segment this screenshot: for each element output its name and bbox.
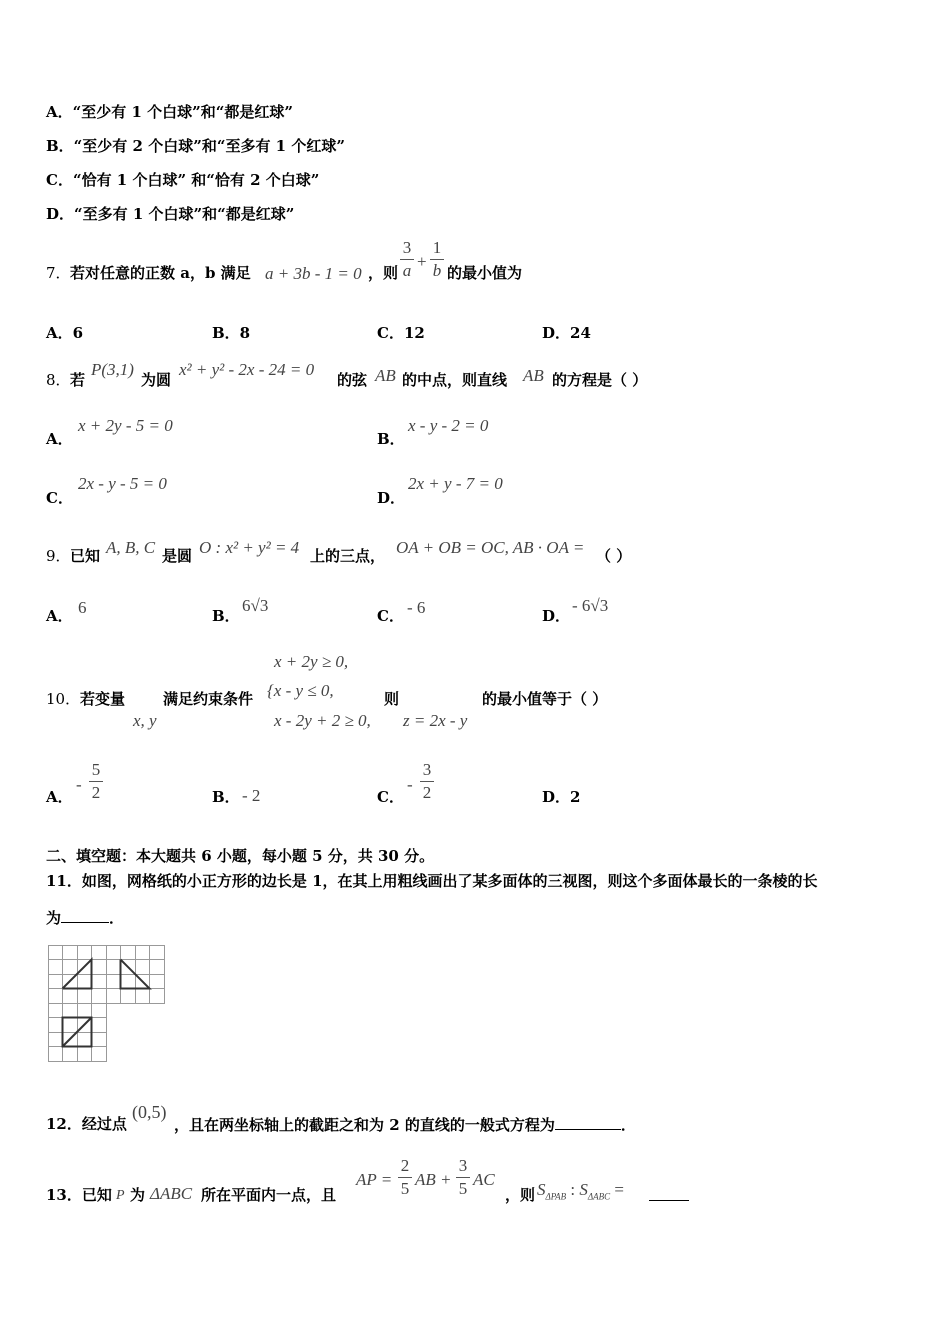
q13-ap: AP = bbox=[356, 1170, 393, 1189]
q8-text-1: 若 bbox=[70, 371, 86, 389]
q9-text-2: 是圆 bbox=[162, 547, 193, 565]
q9-text-4: （ ） bbox=[596, 547, 632, 565]
top-right-grid bbox=[48, 945, 165, 1004]
q12-answer-blank bbox=[555, 1115, 621, 1130]
q12-text-2: ，且在两坐标轴上的截距之和为 2 的直线的一般式方程为 ． bbox=[174, 1116, 636, 1134]
q10-option-b: - 2 bbox=[242, 786, 261, 805]
q8-option-a: x + 2y - 5 = 0 bbox=[78, 416, 173, 435]
q11-line-2: 为 ． bbox=[46, 909, 125, 927]
q8-point: P(3,1) bbox=[91, 360, 134, 379]
q7-plus: + bbox=[417, 252, 427, 271]
q9-option-a: 6 bbox=[78, 598, 87, 617]
q8-text-4: 的中点，则直线 bbox=[402, 371, 508, 389]
q8-option-c-label: C． bbox=[46, 489, 73, 507]
q9-option-a-label: A． bbox=[46, 607, 73, 625]
q10-vars: x, y bbox=[133, 711, 157, 730]
q8-text-2: 为圆 bbox=[141, 371, 172, 389]
q10-option-a-sign: - bbox=[76, 775, 82, 794]
q7-fraction-1: 3 a bbox=[400, 238, 414, 281]
q7-text: 若对任意的正数 a，b 满足 bbox=[70, 264, 251, 282]
q11-line-1: 11．如图，网格纸的小正方形的边长是 1，在其上用粗线画出了某多面体的三视图，则这个多面体最长的一条棱的长 bbox=[46, 872, 818, 890]
q10-option-b-label: B． bbox=[212, 788, 240, 806]
q8-text-5: 的方程是（ ） bbox=[552, 371, 648, 389]
q6-option-d: D．“至多有 1 个白球”和“都是红球” bbox=[46, 205, 295, 223]
q10-constraint-2: {x - y ≤ 0, bbox=[267, 681, 334, 700]
q7-option-a: A．6 bbox=[46, 324, 84, 342]
q13-text-2: 为 bbox=[130, 1186, 146, 1204]
q6-option-c: C．“恰有 1 个白球” 和“恰有 2 个白球” bbox=[46, 171, 320, 189]
q6-option-a: A．“至少有 1 个白球”和“都是红球” bbox=[46, 103, 294, 121]
q10-option-c-label: C． bbox=[377, 788, 404, 806]
q8-text-3: 的弦 bbox=[337, 371, 368, 389]
q9-option-d: - 6√3 bbox=[572, 596, 609, 615]
q10-text-3: 则 bbox=[384, 690, 400, 708]
q9-circle: O : x² + y² = 4 bbox=[199, 538, 300, 557]
q8-option-c: 2x - y - 5 = 0 bbox=[78, 474, 167, 493]
q10-objective: z = 2x - y bbox=[403, 711, 468, 730]
q8-line: AB bbox=[523, 366, 544, 385]
q13-answer-blank bbox=[649, 1186, 689, 1201]
q9-condition: OA + OB = OC, AB · OA = bbox=[396, 538, 585, 557]
q8-number: 8． bbox=[46, 371, 71, 389]
q9-text-3: 上的三点， bbox=[310, 547, 386, 565]
q13-point-p: P bbox=[116, 1188, 125, 1203]
q10-text-1: 若变量 bbox=[80, 690, 126, 708]
q11-three-view-figure bbox=[48, 945, 168, 1065]
q6-option-b: B．“至少有 2 个白球”和“至多有 1 个红球” bbox=[46, 137, 345, 155]
q8-option-d-label: D． bbox=[377, 489, 406, 507]
q7-option-b: B．8 bbox=[212, 324, 251, 342]
q13-text-3: 所在平面内一点，且 bbox=[201, 1186, 337, 1204]
q8-circle-equation: x² + y² - 2x - 24 = 0 bbox=[179, 360, 315, 379]
q9-option-d-label: D． bbox=[542, 607, 571, 625]
q10-number: 10． bbox=[46, 690, 81, 708]
q13-ab: AB + bbox=[415, 1170, 452, 1189]
q13-triangle: ΔABC bbox=[150, 1184, 193, 1203]
q9-option-c: - 6 bbox=[407, 598, 426, 617]
q7-fraction-2: 1 b bbox=[430, 238, 444, 281]
q13-fraction-2: 3 5 bbox=[456, 1156, 470, 1199]
q8-option-b: x - y - 2 = 0 bbox=[408, 416, 489, 435]
q9-text-1: 已知 bbox=[70, 547, 101, 565]
q9-number: 9． bbox=[46, 547, 71, 565]
q10-option-c-fraction: 3 2 bbox=[420, 760, 434, 803]
section-2-heading: 二、填空题：本大题共 6 小题，每小题 5 分，共 30 分。 bbox=[46, 847, 435, 865]
q8-option-d: 2x + y - 7 = 0 bbox=[408, 474, 503, 493]
q8-option-a-label: A． bbox=[46, 430, 73, 448]
q7-option-c: C．12 bbox=[377, 324, 425, 342]
q10-text-4: 的最小值等于（ ） bbox=[482, 690, 608, 708]
q8-chord: AB bbox=[375, 366, 396, 385]
q9-option-c-label: C． bbox=[377, 607, 404, 625]
q13-ac: AC bbox=[473, 1170, 495, 1189]
q9-option-b-label: B． bbox=[212, 607, 240, 625]
q10-option-a-label: A． bbox=[46, 788, 73, 806]
q10-constraint-3: x - 2y + 2 ≥ 0, bbox=[274, 711, 371, 730]
q8-option-b-label: B． bbox=[377, 430, 405, 448]
q13-text-1: 13．已知 bbox=[46, 1186, 112, 1204]
q13-text-4: ，则 bbox=[505, 1186, 536, 1204]
q12-text-1: 12．经过点 bbox=[46, 1115, 127, 1133]
q7-number: 7． bbox=[46, 264, 71, 282]
q7-text-2: ，则 bbox=[368, 264, 399, 282]
q13-fraction-1: 2 5 bbox=[398, 1156, 412, 1199]
q12-point: (0,5) bbox=[132, 1102, 167, 1122]
q9-points: A, B, C bbox=[106, 538, 156, 557]
q10-option-c-sign: - bbox=[407, 775, 413, 794]
q9-option-b: 6√3 bbox=[242, 596, 269, 615]
q10-text-2: 满足约束条件 bbox=[163, 690, 254, 708]
q13-ratio: $S_{\Delta PAB}$ : $S_{\Delta ABC}$ = bbox=[537, 1180, 624, 1202]
q10-option-d: D．2 bbox=[542, 788, 581, 806]
q10-option-a-fraction: 5 2 bbox=[89, 760, 103, 803]
q10-constraint-1: x + 2y ≥ 0, bbox=[274, 652, 349, 671]
q7-condition: a + 3b - 1 = 0 bbox=[265, 264, 362, 283]
q7-option-d: D．24 bbox=[542, 324, 591, 342]
q11-answer-blank bbox=[61, 908, 109, 923]
q7-text-3: 的最小值为 bbox=[447, 264, 523, 282]
